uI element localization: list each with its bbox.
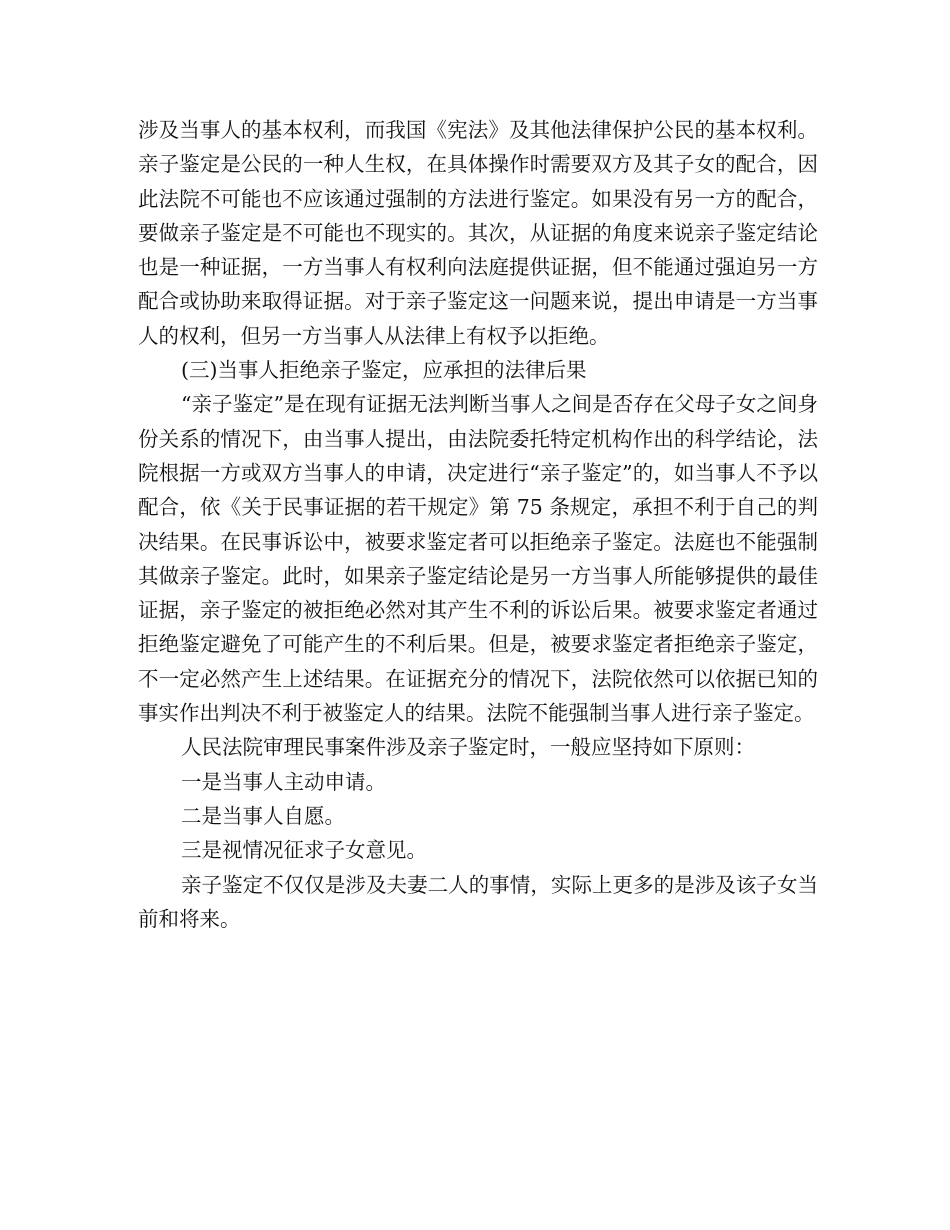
paragraph-2: “亲子鉴定”是在现有证据无法判断当事人之间是否存在父母子女之间身份关系的情况下，由当事人提出，由法院委托特定机构作出的科学结论，法院根据一方或双方当事人的申请，决定进行“亲子鉴定”的，如当事人不予以配合，依《关于民事证据的若干规定》第 75 条规定，承担不利于自己的判决结果。在民事诉讼中，被要求鉴定者可以拒绝亲子鉴定。法庭也不能强制其做亲子鉴定。此时，如果亲子鉴定结论是另一方当事人所能够提供的最佳证据，亲子鉴定的被拒绝必然对其产生不利的诉讼后果。被要求鉴定者通过拒绝鉴定避免了可能产生的不利后果。但是，被要求鉴定者拒绝亲子鉴定，不一定必然产生上述结果。在证据充分的情况下，法院依然可以依据已知的事实作出判决不利于被鉴定人的结果。法院不能强制当事人进行亲子鉴定。 (138, 392, 818, 726)
document-body (138, 113, 818, 936)
paragraph-1: 涉及当事人的基本权利，而我国《宪法》及其他法律保护公民的基本权利。亲子鉴定是公民的一种人生权，在具体操作时需要双方及其子女的配合，因此法院不可能也不应该通过强制的方法进行鉴定。如果没有另一方的配合，要做亲子鉴定是不可能也不现实的。其次，从证据的角度来说亲子鉴定结论也是一种证据，一方当事人有权利向法庭提供证据，但不能通过强迫另一方配合或协助来取得证据。对于亲子鉴定这一问题来说，提出申请是一方当事人的权利，但另一方当事人从法律上有权予以拒绝。 (138, 118, 818, 348)
principle-1: 一是当事人主动申请。 (181, 769, 386, 794)
principle-3: 三是视情况征求子女意见。 (181, 838, 427, 863)
paragraph-4: 亲子鉴定不仅仅是涉及夫妻二人的事情，实际上更多的是涉及该子女当前和将来。 (138, 872, 818, 931)
section-heading: (三)当事人拒绝亲子鉴定，应承担的法律后果 (181, 358, 587, 383)
paragraph-3: 人民法院审理民事案件涉及亲子鉴定时，一般应坚持如下原则： (181, 735, 755, 760)
principle-2: 二是当事人自愿。 (181, 803, 345, 828)
